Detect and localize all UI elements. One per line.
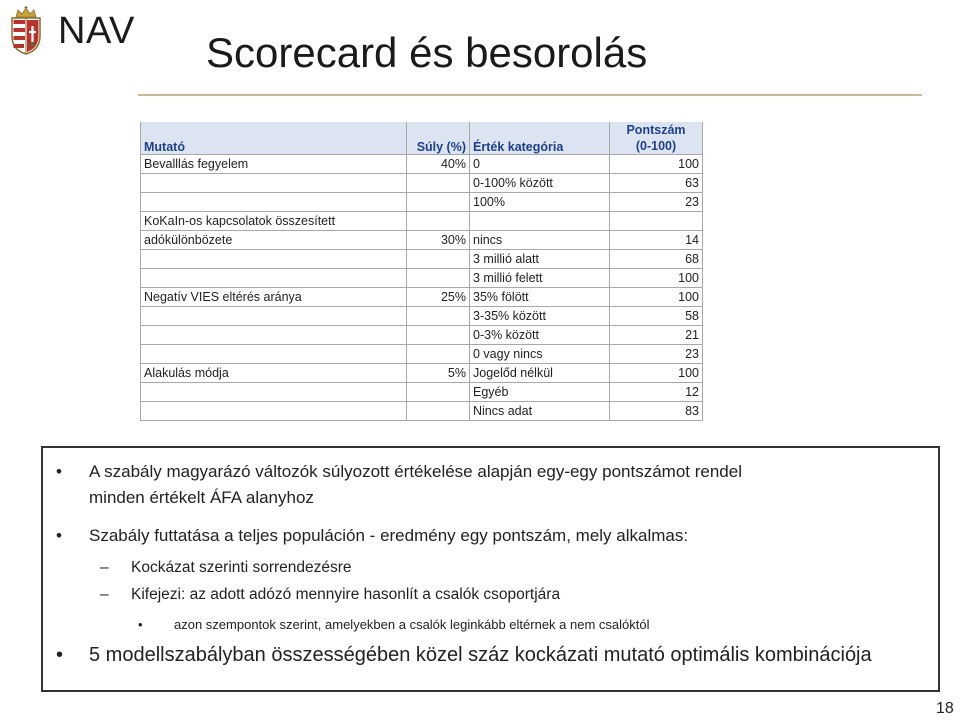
cell-pontszam: [610, 212, 703, 231]
cell-mutato: [141, 250, 407, 269]
table-row: [141, 402, 703, 421]
cell-suly: [407, 383, 470, 402]
table-row: [141, 383, 703, 402]
cell-suly: 30%: [407, 231, 470, 250]
cell-ertek: 0-100% között: [470, 174, 610, 193]
bullet-marker: •: [56, 644, 64, 666]
cell-ertek: [470, 212, 610, 231]
dash-marker: –: [100, 586, 109, 603]
nav-logo-text: NAV: [58, 10, 135, 52]
table-row: [141, 269, 703, 288]
bullet-1-line-2: minden értékelt ÁFA alanyhoz: [89, 488, 314, 507]
cell-ertek: 3-35% között: [470, 307, 610, 326]
table-row: [141, 307, 703, 326]
bullet-marker: •: [138, 617, 143, 632]
bullet-1-line-1: A szabály magyarázó változók súlyozott értékelése alapján egy-egy pontszámot rendel: [89, 462, 742, 481]
cell-pontszam: 100: [610, 364, 703, 383]
nav-logo: [8, 6, 135, 56]
cell-suly: [407, 307, 470, 326]
cell-ertek: 0 vagy nincs: [470, 345, 610, 364]
cell-pontszam: 100: [610, 288, 703, 307]
cell-mutato: [141, 307, 407, 326]
cell-pontszam: 83: [610, 402, 703, 421]
cell-pontszam: 100: [610, 269, 703, 288]
table-row: [141, 212, 703, 231]
dash-marker: –: [100, 559, 109, 576]
nav-crest-icon: [8, 6, 44, 56]
cell-ertek: 100%: [470, 193, 610, 212]
slide-title: Scorecard és besorolás: [206, 29, 648, 76]
cell-mutato: [141, 193, 407, 212]
header-mutato: Mutató: [141, 122, 407, 155]
table-row: [141, 174, 703, 193]
header-pontszam: [610, 122, 703, 155]
scorecard-table: [140, 122, 703, 421]
table-row: [141, 231, 703, 250]
cell-ertek: Jogelőd nélkül: [470, 364, 610, 383]
cell-suly: [407, 269, 470, 288]
page-number: 18: [936, 700, 954, 717]
cell-pontszam: 58: [610, 307, 703, 326]
cell-pontszam: 63: [610, 174, 703, 193]
cell-ertek: 35% fölött: [470, 288, 610, 307]
cell-mutato: Alakulás módja: [141, 364, 407, 383]
cell-suly: [407, 326, 470, 345]
cell-ertek: 0-3% között: [470, 326, 610, 345]
bullet-2-sub-2: Kifejezi: az adott adózó mennyire hasonlít a csalók csoportjára: [131, 586, 561, 603]
cell-suly: 40%: [407, 155, 470, 174]
header-suly: Súly (%): [407, 122, 470, 155]
cell-ertek: 3 millió alatt: [470, 250, 610, 269]
cell-suly: 5%: [407, 364, 470, 383]
cell-ertek: Egyéb: [470, 383, 610, 402]
cell-mutato: [141, 269, 407, 288]
cell-mutato: adókülönbözete: [141, 231, 407, 250]
bullet-marker: •: [56, 462, 62, 481]
cell-mutato: Bevalllás fegyelem: [141, 155, 407, 174]
cell-suly: [407, 402, 470, 421]
title-divider: [138, 94, 922, 96]
header-pontszam-line1: Pontszám: [626, 123, 686, 137]
cell-pontszam: 21: [610, 326, 703, 345]
table-row: [141, 193, 703, 212]
cell-pontszam: 23: [610, 193, 703, 212]
table-row: [141, 288, 703, 307]
cell-mutato: [141, 402, 407, 421]
bullet-marker: •: [56, 526, 62, 545]
cell-pontszam: 14: [610, 231, 703, 250]
table-row: [141, 155, 703, 174]
cell-suly: [407, 250, 470, 269]
cell-mutato: [141, 383, 407, 402]
header-ertek-kategoria: Érték kategória: [470, 122, 610, 155]
table-row: [141, 326, 703, 345]
cell-pontszam: 100: [610, 155, 703, 174]
cell-pontszam: 12: [610, 383, 703, 402]
cell-mutato: Negatív VIES eltérés aránya: [141, 288, 407, 307]
bullet-2: Szabály futtatása a teljes populáción - eredmény egy pontszám, mely alkalmas:: [89, 526, 689, 545]
cell-mutato: [141, 174, 407, 193]
bullet-2-sub-1: Kockázat szerinti sorrendezésre: [131, 559, 352, 576]
cell-suly: [407, 174, 470, 193]
cell-ertek: 3 millió felett: [470, 269, 610, 288]
cell-ertek: Nincs adat: [470, 402, 610, 421]
cell-suly: 25%: [407, 288, 470, 307]
summary-textbox: [41, 446, 940, 692]
cell-mutato: [141, 326, 407, 345]
table-row: [141, 250, 703, 269]
cell-mutato: KoKaIn-os kapcsolatok összesített: [141, 212, 407, 231]
cell-mutato: [141, 345, 407, 364]
cell-suly: [407, 212, 470, 231]
table-header-row: [141, 122, 703, 155]
header-pontszam-line2: (0-100): [635, 139, 677, 153]
cell-pontszam: 23: [610, 345, 703, 364]
table-row: [141, 364, 703, 383]
cell-suly: [407, 345, 470, 364]
table-row: [141, 345, 703, 364]
bullet-2-sub-2-detail: azon szempontok szerint, amelyekben a csalók leginkább eltérnek a nem csalóktól: [174, 617, 650, 632]
bullet-3: 5 modellszabályban összességében közel száz kockázati mutató optimális kombinációja: [89, 644, 872, 666]
cell-ertek: nincs: [470, 231, 610, 250]
cell-suly: [407, 193, 470, 212]
cell-pontszam: 68: [610, 250, 703, 269]
cell-ertek: 0: [470, 155, 610, 174]
